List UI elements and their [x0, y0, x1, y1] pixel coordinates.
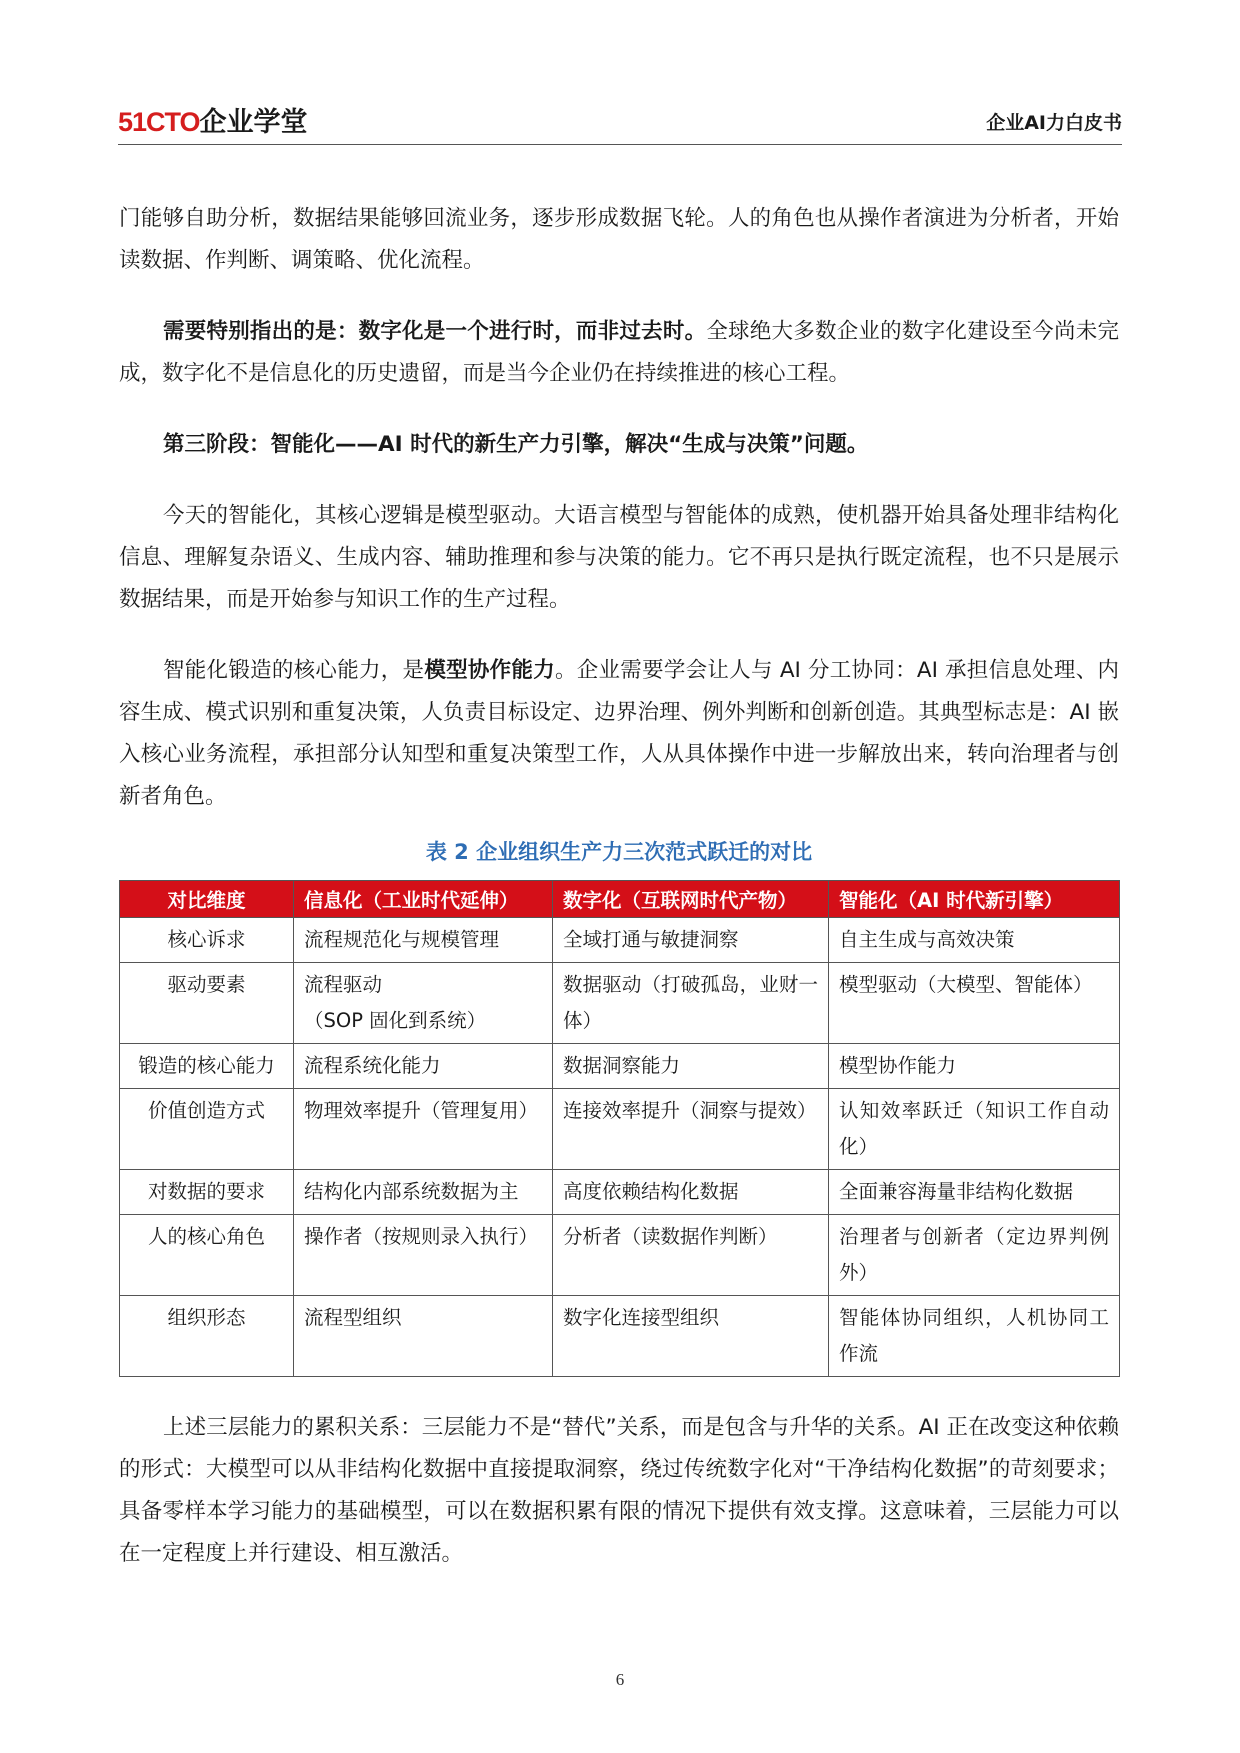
table-cell: 数据洞察能力	[553, 1044, 829, 1089]
table-cell: 自主生成与高效决策	[829, 918, 1120, 963]
table-header-cell: 信息化（工业时代延伸）	[294, 881, 553, 918]
paragraph-5-b: 。企业需要学会让人与 AI 分工协同：AI 承担信息处理、内容生成、模式识别和重复决策，人负责目标设定、边界治理、例外判断和创新创造。其典型标志是：AI 嵌入核心业务流程，承担部分认知型和重复决策型工作，人从具体操作中进一步解放出来，转向治理者与创新者角色。	[119, 658, 1119, 809]
table-row	[120, 1044, 1120, 1089]
table-cell: 数据驱动（打破孤岛，业财一体）	[553, 963, 829, 1044]
table-cell: 结构化内部系统数据为主	[294, 1170, 553, 1215]
paragraph-4: 今天的智能化，其核心逻辑是模型驱动。大语言模型与智能体的成熟，使机器开始具备处理非结构化信息、理解复杂语义、生成内容、辅助推理和参与决策的能力。它不再只是执行既定流程，也不只是展示数据结果，而是开始参与知识工作的生产过程。	[119, 503, 1119, 612]
page-header	[118, 96, 1122, 145]
table-cell: 驱动要素	[120, 963, 294, 1044]
paragraph-1: 门能够自助分析，数据结果能够回流业务，逐步形成数据飞轮。人的角色也从操作者演进为分析者，开始读数据、作判断、调策略、优化流程。	[119, 206, 1119, 273]
section-heading-text: 第三阶段：智能化——AI 时代的新生产力引擎，解决“生成与决策”问题。	[163, 432, 869, 457]
table-cell: 智能体协同组织，人机协同工作流	[829, 1296, 1120, 1377]
table-cell: 数字化连接型组织	[553, 1296, 829, 1377]
table-cell: 物理效率提升（管理复用）	[294, 1089, 553, 1170]
table-cell: 价值创造方式	[120, 1089, 294, 1170]
table-row	[120, 918, 1120, 963]
logo-number: 51CTO	[118, 107, 200, 137]
table-cell: 分析者（读数据作判断）	[553, 1215, 829, 1296]
table-cell: 锻造的核心能力	[120, 1044, 294, 1089]
paragraph-5-bold: 模型协作能力	[424, 658, 555, 683]
table-cell: 连接效率提升（洞察与提效）	[553, 1089, 829, 1170]
table-row	[120, 1170, 1120, 1215]
table-cell: 流程驱动 （SOP 固化到系统）	[294, 963, 553, 1044]
logo	[118, 100, 308, 139]
table-cell: 全域打通与敏捷洞察	[553, 918, 829, 963]
table-cell: 模型驱动（大模型、智能体）	[829, 963, 1120, 1044]
paragraph-2-rest: 全球绝大多数企业的数字化建设至今尚未完成，数字化不是信息化的历史遗留，而是当今企业仍在持续推进的核心工程。	[119, 319, 1119, 386]
paragraph-2	[119, 311, 1119, 395]
table-row	[120, 1089, 1120, 1170]
table-cell: 流程规范化与规模管理	[294, 918, 553, 963]
table-cell: 认知效率跃迁（知识工作自动化）	[829, 1089, 1120, 1170]
comparison-table	[119, 880, 1120, 1377]
table-cell: 组织形态	[120, 1296, 294, 1377]
table-cell: 治理者与创新者（定边界判例外）	[829, 1215, 1120, 1296]
table-caption: 表 2 企业组织生产力三次范式跃迁的对比	[425, 840, 813, 864]
paragraph-5	[119, 650, 1119, 818]
table-header-row	[120, 881, 1120, 918]
table-header-cell: 对比维度	[120, 881, 294, 918]
paragraph-5-a: 智能化锻造的核心能力，是	[163, 658, 425, 683]
table-row	[120, 1296, 1120, 1377]
section-heading-stage-3	[119, 424, 1119, 466]
paragraph-2-bold: 需要特别指出的是：数字化是一个进行时，而非过去时。	[163, 319, 707, 344]
table-header-cell: 智能化（AI 时代新引擎）	[829, 881, 1120, 918]
table-cell: 人的核心角色	[120, 1215, 294, 1296]
table-cell: 全面兼容海量非结构化数据	[829, 1170, 1120, 1215]
logo-text: 企业学堂	[199, 107, 308, 138]
table-cell: 流程型组织	[294, 1296, 553, 1377]
table-cell: 操作者（按规则录入执行）	[294, 1215, 553, 1296]
table-cell: 核心诉求	[120, 918, 294, 963]
table-cell: 高度依赖结构化数据	[553, 1170, 829, 1215]
table-row	[120, 1215, 1120, 1296]
header-title: 企业AI力白皮书	[986, 112, 1122, 134]
paragraph-6: 上述三层能力的累积关系：三层能力不是“替代”关系，而是包含与升华的关系。AI 正在改变这种依赖的形式：大模型可以从非结构化数据中直接提取洞察，绕过传统数字化对“干净结构化数据”的苛刻要求；具备零样本学习能力的基础模型，可以在数据积累有限的情况下提供有效支撑。这意味着，三层能力可以在一定程度上并行建设、相互激活。	[119, 1415, 1119, 1566]
table-cell: 模型协作能力	[829, 1044, 1120, 1089]
table-row	[120, 963, 1120, 1044]
table-cell: 对数据的要求	[120, 1170, 294, 1215]
table-cell: 流程系统化能力	[294, 1044, 553, 1089]
page-number: 6	[615, 1670, 625, 1689]
page-content	[119, 198, 1119, 1575]
table-header-cell: 数字化（互联网时代产物）	[553, 881, 829, 918]
